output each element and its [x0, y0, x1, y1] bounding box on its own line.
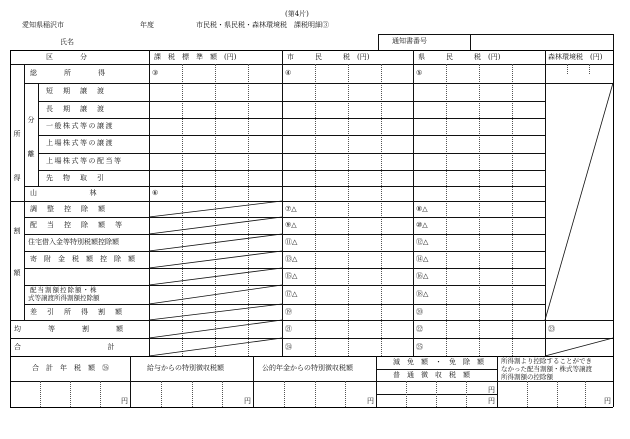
yen-unit: 円 — [488, 397, 495, 405]
mark-11: ⑪△ — [285, 238, 298, 246]
uncredited-note-2: なかった配当割額・株式等譲渡 — [501, 365, 592, 373]
row-donation: 寄 附 金 税 額 控 除 額 — [30, 255, 135, 263]
mark-4: ④ — [285, 69, 292, 77]
total-tax-label: 合 計 年 税 額 ㉖ — [32, 364, 109, 372]
mark-15: ⑮△ — [285, 272, 298, 280]
mark-24: ㉔ — [285, 343, 292, 351]
row-total-income: 総 所 得 — [30, 69, 107, 77]
exemption-label: 減 免 額 ・ 免 除 額 — [393, 358, 484, 366]
mark-14: ⑭△ — [416, 255, 429, 263]
mark-22: ㉒ — [416, 325, 423, 333]
mark-19: ⑲ — [285, 308, 292, 316]
row-housing: 住宅借入金等特別税額控除額 — [28, 238, 119, 246]
row-listed-stock: 上場株式等の譲渡 — [46, 139, 114, 147]
normal-collection-label: 普 通 徴 収 税 額 — [393, 371, 470, 379]
row-forest-income: 山 林 — [30, 189, 98, 197]
row-deducted: 差 引 所 得 割 額 — [30, 308, 124, 316]
col-category: 区 分 — [46, 53, 89, 61]
side-income: 所得 — [13, 130, 21, 182]
yen-unit: 円 — [121, 397, 128, 405]
mark-25: ㉕ — [416, 343, 423, 351]
yen-unit: 円 — [244, 397, 251, 405]
yen-unit: 円 — [367, 397, 374, 405]
row-listed-dividend: 上場株式等の配当等 — [46, 157, 123, 165]
salary-withholding-label: 給与からの特別徴収税額 — [147, 364, 224, 372]
row-equal: 均 等 割 額 — [14, 325, 125, 333]
sheet-number: (第4片) — [285, 10, 309, 18]
row-general-stock: 一般株式等の譲渡 — [46, 122, 114, 130]
mark-12: ⑫△ — [416, 238, 429, 246]
row-short-term: 短 期 譲 渡 — [46, 87, 106, 95]
yen-unit: 円 — [488, 386, 495, 394]
mark-13: ⑬△ — [285, 255, 298, 263]
row-dividend-transfer-2: 式等譲渡所得割額控除額 — [28, 294, 100, 302]
mark-16: ⑯△ — [416, 272, 429, 280]
row-total: 合 計 — [14, 343, 116, 351]
mark-23: ㉓ — [548, 325, 555, 333]
row-futures: 先 物 取 引 — [46, 174, 106, 182]
col-forest-tax: 森林環境税 (円) — [548, 53, 603, 61]
city-name: 愛知県稲沢市 — [22, 21, 64, 29]
mark-9: ⑨△ — [285, 221, 297, 229]
notice-number-label: 通知書番号 — [392, 37, 427, 45]
pension-withholding-label: 公的年金からの特別徴収税額 — [262, 364, 353, 372]
col-pref-tax: 県 民 税 (円) — [418, 53, 501, 61]
mark-21: ㉑ — [285, 325, 292, 333]
mark-3: ③ — [152, 69, 159, 77]
uncredited-note-1: 所得割より控除することができ — [501, 357, 592, 365]
mark-10: ⑩△ — [416, 221, 428, 229]
form-title: 市民税・県民税・森林環境税 課税明細③ — [196, 21, 329, 29]
side-deduction: 割額 — [13, 227, 21, 277]
row-adjust: 調 整 控 除 額 — [30, 205, 107, 213]
row-dividend-transfer-1: 配当割額控除額・株 — [30, 286, 98, 294]
row-dividend: 配 当 控 除 額 等 — [30, 221, 124, 229]
uncredited-note-3: 所得割額の控除額 — [501, 373, 553, 381]
yen-unit: 円 — [604, 397, 611, 405]
fiscal-year: 年度 — [140, 21, 154, 29]
col-city-tax: 市 民 税 (円) — [287, 53, 370, 61]
mark-6: ⑥ — [152, 189, 159, 197]
mark-7: ⑦△ — [285, 205, 297, 213]
mark-5: ⑤ — [416, 69, 423, 77]
col-base: 課 税 標 準 額 (円) — [154, 53, 237, 61]
row-long-term: 長 期 譲 渡 — [46, 105, 106, 113]
name-label: 氏名 — [60, 38, 74, 46]
mark-20: ⑳ — [416, 308, 423, 316]
mark-8: ⑧△ — [416, 205, 428, 213]
mark-18: ⑱△ — [416, 290, 429, 298]
side-separate: 分離 — [27, 116, 35, 158]
mark-17: ⑰△ — [285, 290, 298, 298]
